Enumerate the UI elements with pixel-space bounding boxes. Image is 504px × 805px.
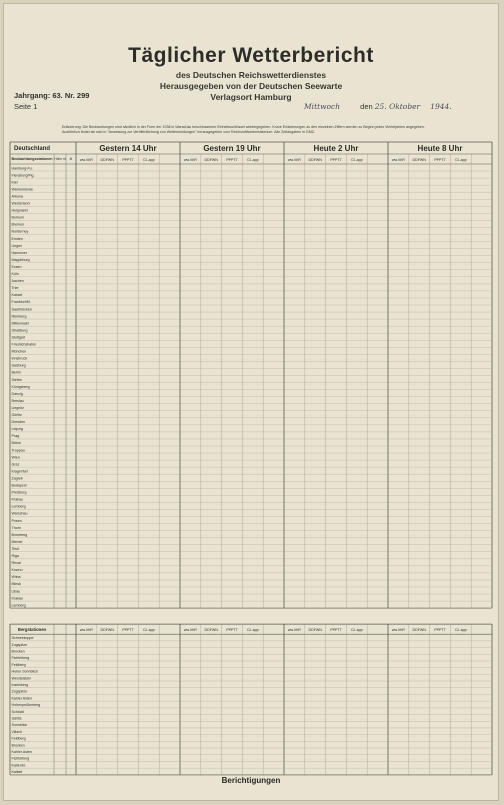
station-name: Leipzig [11, 427, 23, 432]
station-name: Straßburg [11, 328, 28, 333]
mountain-sub-column-header: CL.app [351, 628, 363, 633]
station-name: Kiel [11, 180, 18, 185]
mountain-sub-column-header: ww.VhR [287, 628, 301, 633]
station-name: Trier [11, 286, 19, 291]
sub-column-header: CL.app [455, 158, 467, 162]
station-name: Lemberg [11, 603, 26, 608]
station-name: Preßburg [11, 490, 27, 495]
mountain-sub-column-header: CL.app [143, 628, 155, 633]
mountain-station-name: Feldberg [11, 736, 26, 741]
station-name: Saarbrücken [11, 307, 32, 312]
mountain-sub-column-header: PPPTT [226, 628, 238, 633]
station-name: Kowno [11, 568, 23, 573]
station-name: Hannover [11, 250, 28, 255]
station-name: Königsberg [11, 384, 30, 389]
station-name: Klagenfurt [11, 469, 28, 474]
station-name: Wilna [11, 575, 21, 580]
mountain-sub-column-header: DDFWN [204, 628, 218, 633]
sub-column-header: PPPTT [330, 158, 342, 162]
sub-column-header: PPPTT [122, 158, 134, 162]
sub-column-header: PPPTT [434, 158, 446, 162]
mountain-sub-column-header: CL.app [247, 628, 259, 633]
sub-column-header: PPPTT [226, 158, 238, 162]
mountain-station-name: Inselsberg [11, 682, 29, 687]
station-name: Wien [11, 455, 20, 460]
mountain-sub-column-header: DDFWN [412, 628, 426, 633]
station-name: Borkum [11, 215, 24, 220]
station-name: Krakau [11, 596, 23, 601]
station-name: Prag [11, 434, 20, 439]
station-name: Zagreb [11, 476, 23, 481]
observation-table [4, 4, 498, 800]
mountain-sub-column-header: ww.VhR [183, 628, 197, 633]
mountain-sub-column-header: ww.VhR [79, 628, 93, 633]
sub-column-header: DDFWN [100, 158, 114, 162]
mountain-station-name: Säntis [11, 716, 22, 721]
station-name: Hamburg-Fu. [11, 166, 33, 171]
station-name: Salzburg [11, 363, 26, 368]
station-name: Breslau [11, 398, 24, 403]
sub-column-header: ww.VhR [79, 158, 93, 162]
sub-column-header: DDFWN [204, 158, 218, 162]
station-name: Posen [11, 518, 22, 523]
station-name: Danzig [11, 391, 23, 396]
station-name: Lemberg [11, 504, 26, 509]
report-title: Täglicher Wetterbericht [128, 44, 374, 67]
station-name: Lingen [11, 243, 23, 248]
station-name: Brünn [11, 441, 22, 446]
sub-column-header: DDFWN [412, 158, 426, 162]
date-day: 25. Oktober [374, 102, 421, 111]
station-name: München [11, 349, 27, 354]
station-name: Köln [11, 272, 19, 276]
station-name: Bremen [11, 222, 25, 227]
station-name: Norderney [11, 229, 29, 234]
mountain-sub-column-header: PPPTT [434, 628, 446, 633]
report-subtitle-2: Herausgegeben von der Deutschen Seewarte [159, 81, 343, 91]
station-name: Stettin [11, 377, 22, 382]
station-name: Warschau [11, 511, 28, 516]
station-name: Berlin [11, 370, 21, 375]
mountain-sub-column-header: ww.VhR [391, 628, 405, 633]
station-name: Magdeburg [11, 257, 30, 262]
station-name: Minsk [11, 582, 21, 587]
report-subtitle-1: des Deutschen Reichswetterdienstes [175, 70, 327, 80]
mountain-station-name: Hohenpeißenberg [11, 703, 41, 708]
mountain-station-name: Zugspitze [11, 689, 28, 694]
station-column-header: Beobachtungsstationen [11, 157, 53, 161]
mountain-station-name: Sonnblick [11, 723, 28, 728]
date-den: den [360, 102, 373, 111]
date-year: 1944. [430, 102, 452, 111]
mountain-sub-column-header: CL.app [455, 628, 467, 633]
station-name: Tilsit [11, 546, 19, 551]
sub-column-header: ww.VhR [183, 158, 197, 162]
mountain-station-name: Hoher Sonnblick [11, 669, 38, 674]
mountain-station-name: Kalkelt [11, 770, 23, 775]
hoehe-column-header: Höhe m [54, 157, 66, 161]
station-name: Westerland [11, 201, 30, 206]
station-name: Nürnberg [11, 314, 27, 319]
station-name: Troppau [11, 448, 25, 453]
mountain-sub-column-header: PPPTT [122, 628, 134, 633]
mountain-station-name: Feldberg [11, 662, 26, 667]
sub-column-header: CL.app [143, 158, 155, 162]
sub-column-header: ww.VhR [287, 158, 301, 162]
station-name: Krakau [11, 497, 23, 502]
station-group-header: Deutschland [13, 146, 51, 152]
seite: Seite 1 [14, 102, 38, 111]
station-name: Mittenwald [11, 321, 29, 326]
mountain-sub-column-header: PPPTT [330, 628, 342, 633]
sub-column-header: ww.VhR [391, 158, 405, 162]
station-name: Emden [11, 236, 23, 241]
station-name: Friedrichshafen [11, 342, 37, 347]
mountain-sub-column-header: DDFWN [308, 628, 322, 633]
mountain-station-name: Schneekoppe [11, 636, 34, 641]
station-name: Görlitz [11, 413, 22, 417]
explanation-note: Erläuterung: Die Beobachtungen sind sämtlich in der Form der 1938 in Warschau beschlossenen Einheitsschlüssel wiedergegeben. Kurze Erläuterungen zu den einzelnen Ziffern werden zu Beginn jedes Vierteljahres angegeben. Ausführlich findet sie sich in "Anweisung zur Veröffentlichung von Wettermeldungen" herausgegeben vom Reichsluftfahrtministerium. Alle Zeitangaben in GMZ. [62, 125, 425, 134]
publisher: Verlagsort Hamburg [210, 92, 292, 102]
station-name: Libau [11, 589, 21, 594]
station-name: Dresden [11, 420, 26, 425]
mountain-station-name: Fichtelberg [11, 656, 30, 661]
station-name: Essen [11, 264, 22, 269]
station-name: Memel [11, 539, 23, 544]
station-name: Helgoland [11, 208, 28, 213]
station-name: Aachen [11, 279, 24, 284]
iii-column-header: III [69, 157, 73, 161]
station-name: Graz [11, 462, 20, 467]
berichtigungen-heading: Berichtigungen [221, 776, 281, 785]
mountain-station-name: Schöckl [11, 709, 25, 714]
station-name: Riga [11, 554, 19, 558]
station-name: Liegnitz [11, 405, 24, 410]
mountain-sub-column-header: DDFWN [100, 628, 114, 633]
station-name: Innsbruck [11, 356, 28, 361]
station-name: Flensburg/Flg. [11, 173, 35, 178]
station-name: Warnemünde [11, 187, 33, 192]
time-group-header: Gestern 14 Uhr [99, 144, 157, 153]
mountain-station-name: Fichtelberg [11, 756, 30, 761]
time-group-header: Heute 2 Uhr [313, 144, 359, 153]
jahrgang: Jahrgang: 63. Nr. 299 [14, 91, 90, 100]
time-group-header: Heute 8 Uhr [417, 144, 463, 153]
weather-report-sheet [4, 4, 498, 800]
station-name: Bromberg [11, 532, 28, 537]
station-name: Stuttgart [11, 335, 26, 340]
mountain-station-name: Zugspitze [11, 642, 28, 647]
mountain-station-name: Kahler Asten [11, 696, 32, 701]
station-name: Kassel [11, 293, 23, 298]
mountain-group-header: Bergstationen [17, 627, 47, 633]
station-name: Reval [11, 561, 21, 566]
mountain-station-name: Brocken [11, 743, 25, 748]
sub-column-header: DDFWN [308, 158, 322, 162]
mountain-station-name: Brocken [11, 649, 25, 654]
date-weekday: Mittwoch [304, 102, 341, 111]
sub-column-header: CL.app [351, 158, 363, 162]
station-name: Budapest [11, 483, 27, 488]
mountain-station-name: Villach [11, 729, 23, 734]
mountain-station-name: Kahler Asten [11, 749, 32, 754]
mountain-station-name: Kaltenbr. [11, 763, 26, 768]
station-name: Thorn [11, 525, 21, 530]
mountain-station-name: Wendelstein [11, 676, 32, 681]
sub-column-header: CL.app [247, 158, 259, 162]
station-name: Arkona [11, 194, 23, 199]
station-name: Frankfurt/M. [11, 300, 31, 305]
time-group-header: Gestern 19 Uhr [203, 144, 261, 153]
